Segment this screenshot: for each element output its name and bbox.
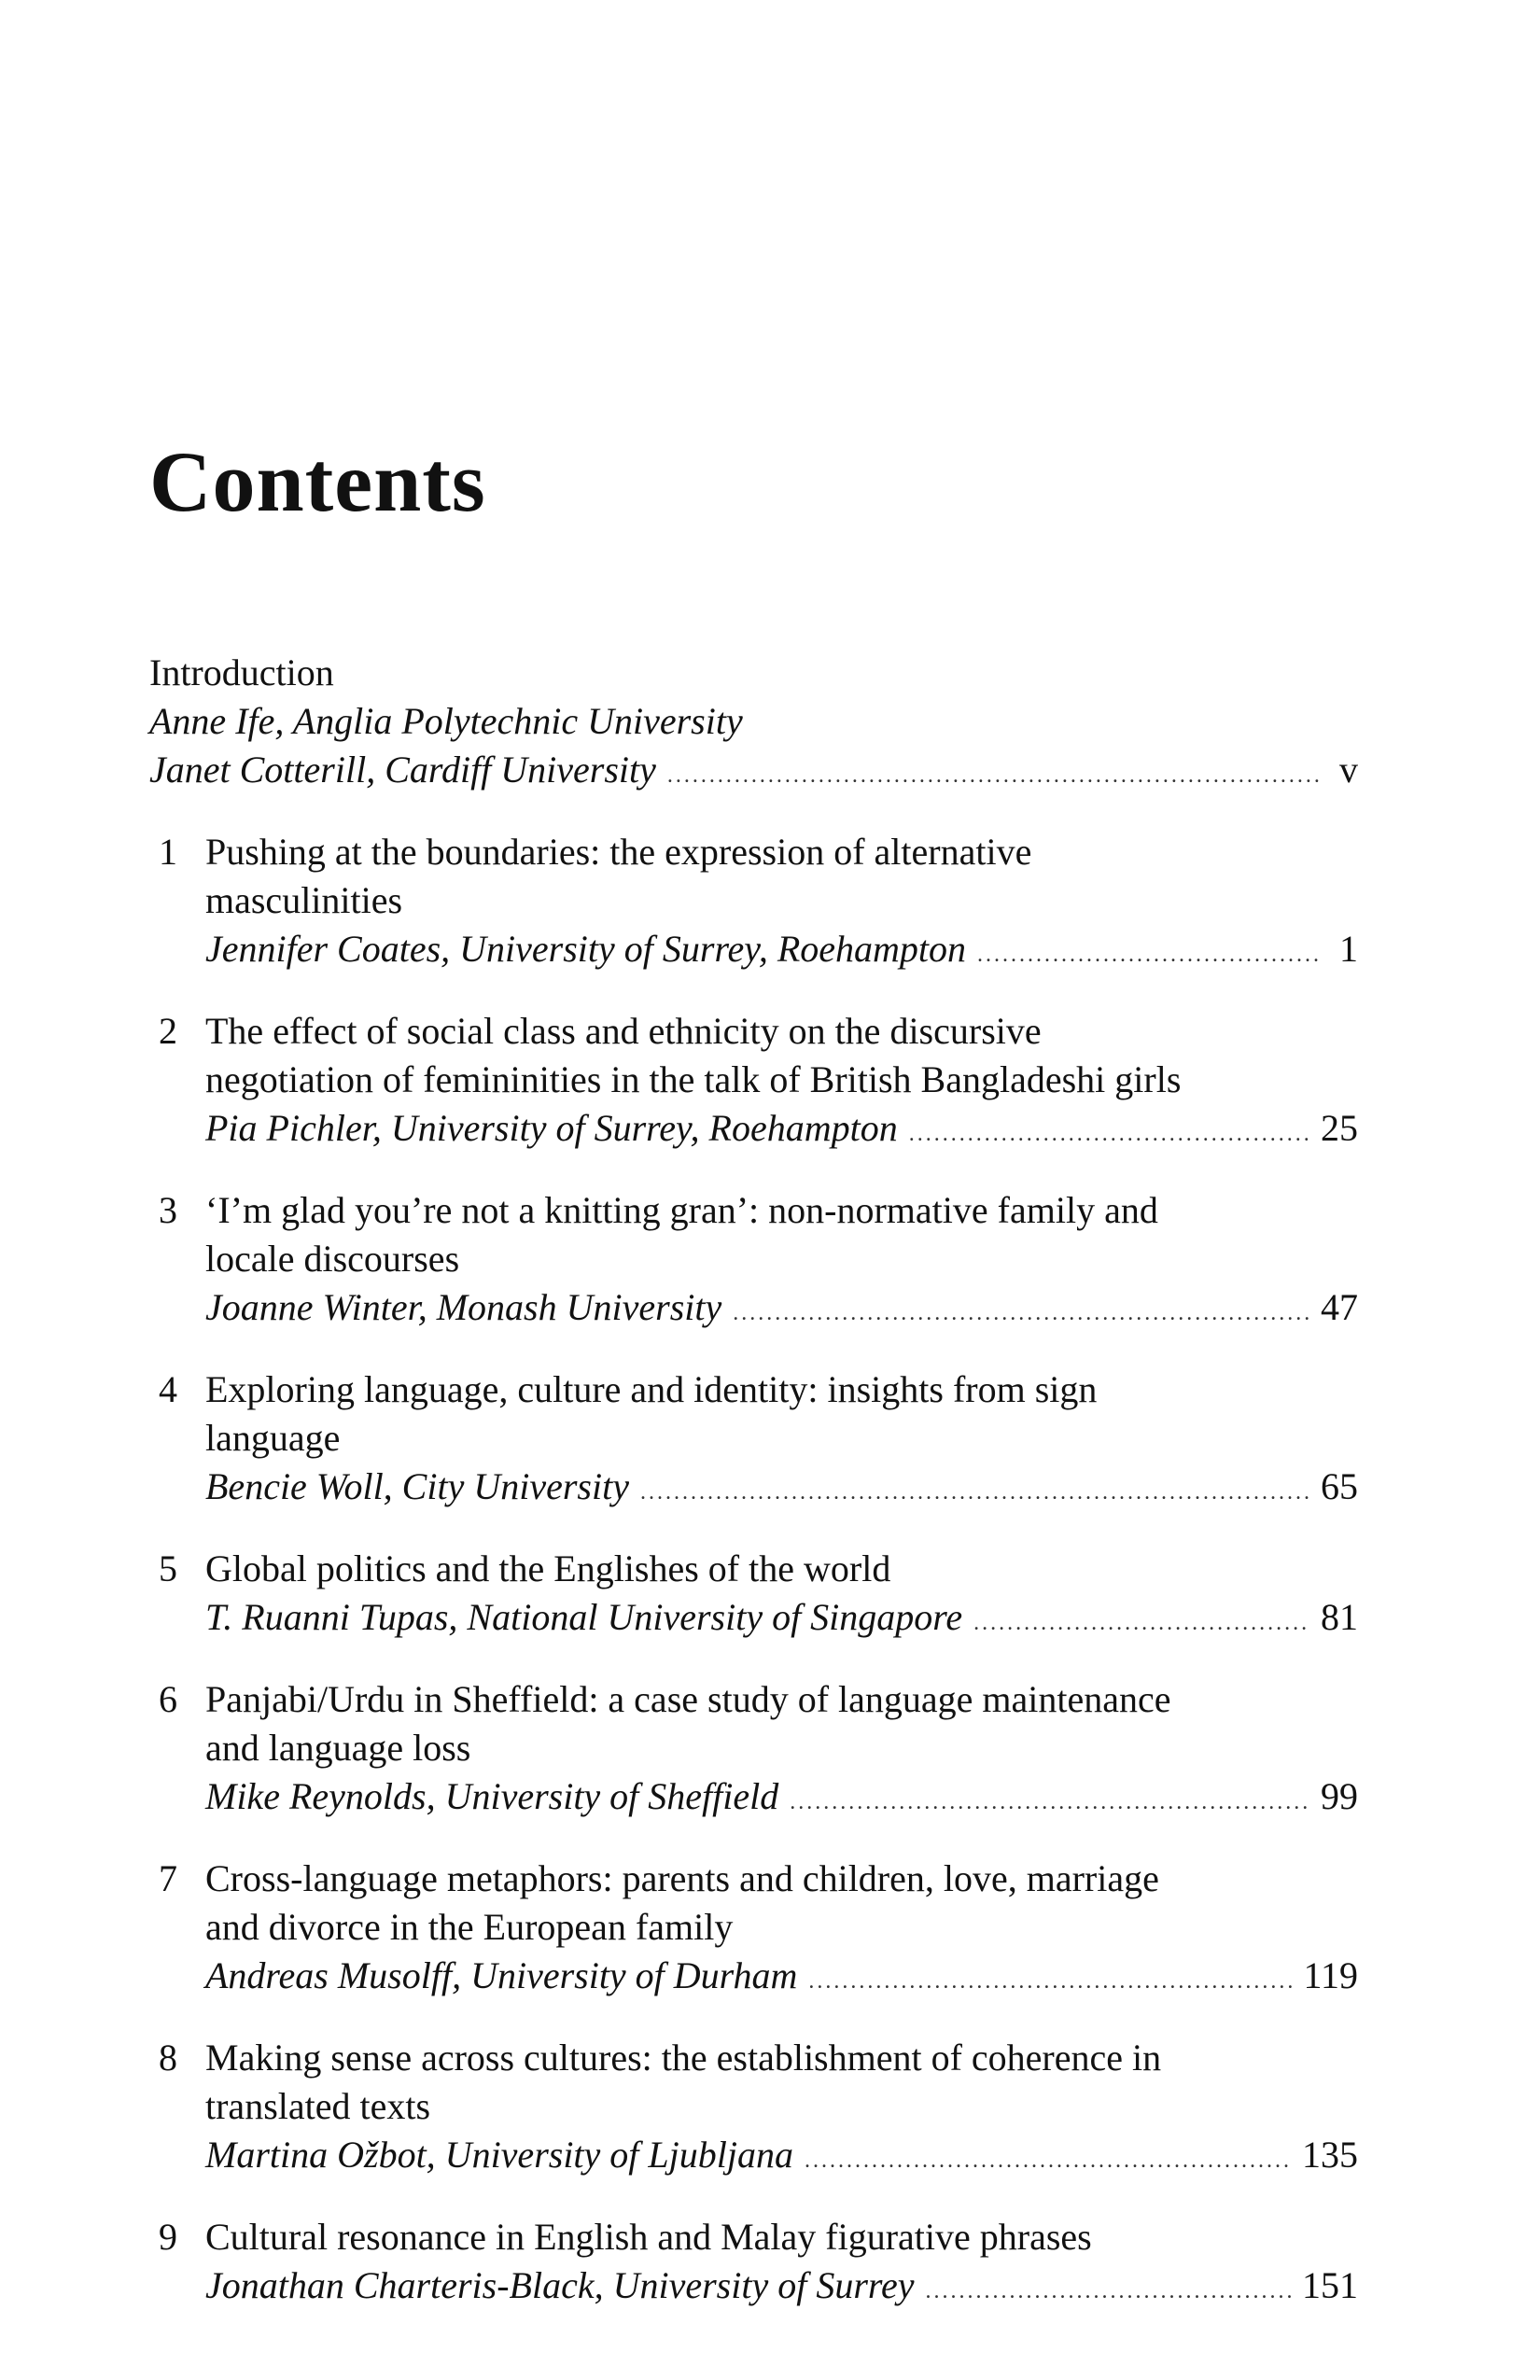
toc-entry-chapter-3[interactable] xyxy=(149,1186,1358,1337)
dot-leader xyxy=(733,1289,1309,1337)
chapter-title: The effect of social class and ethnicity on the discursive xyxy=(205,1010,1042,1052)
toc-entry-chapter-7[interactable] xyxy=(149,1855,1358,2006)
chapter-title: locale discourses xyxy=(205,1238,460,1280)
page-number: 65 xyxy=(1321,1465,1358,1507)
page-number: 1 xyxy=(1339,928,1358,970)
toc-entry-chapter-8[interactable] xyxy=(149,2034,1358,2185)
chapter-author: Jonathan Charteris-Black, University of Surrey xyxy=(205,2264,915,2306)
chapter-title: and language loss xyxy=(205,1727,471,1769)
toc-entry-chapter-5[interactable] xyxy=(149,1545,1358,1647)
page-number: 81 xyxy=(1321,1596,1358,1638)
page-number: 135 xyxy=(1302,2134,1358,2176)
introduction-title: Introduction xyxy=(149,651,334,693)
chapter-number: 4 xyxy=(159,1368,177,1410)
chapter-author: Mike Reynolds, University of Sheffield xyxy=(205,1775,779,1817)
dot-leader xyxy=(808,1957,1292,2006)
dot-leader xyxy=(926,2267,1292,2316)
introduction-author: Anne Ife, Anglia Polytechnic University xyxy=(149,700,743,742)
chapter-title: Global politics and the Englishes of the world xyxy=(205,1547,891,1589)
chapter-title: Cultural resonance in English and Malay figurative phrases xyxy=(205,2216,1092,2258)
chapter-number: 5 xyxy=(159,1547,177,1589)
chapter-title: and divorce in the European family xyxy=(205,1906,734,1948)
toc-entry-chapter-4[interactable] xyxy=(149,1365,1358,1517)
chapter-number: 8 xyxy=(159,2037,177,2079)
chapter-title: Exploring language, culture and identity: insights from sign xyxy=(205,1368,1098,1410)
page-number: 99 xyxy=(1321,1775,1358,1817)
chapter-author: Martina Ožbot, University of Ljubljana xyxy=(205,2134,793,2176)
page-number: v xyxy=(1339,749,1358,791)
page-number: 25 xyxy=(1321,1107,1358,1149)
chapter-title: masculinities xyxy=(205,879,403,921)
chapter-number: 7 xyxy=(159,1857,177,1899)
chapter-author: Jennifer Coates, University of Surrey, Roehampton xyxy=(205,928,967,970)
dot-leader xyxy=(790,1778,1309,1827)
chapter-title: Making sense across cultures: the establishment of coherence in xyxy=(205,2037,1162,2079)
toc-entry-chapter-2[interactable] xyxy=(149,1007,1358,1158)
chapter-number: 2 xyxy=(159,1010,177,1052)
dot-leader xyxy=(805,2136,1291,2185)
page-number: 151 xyxy=(1302,2264,1358,2306)
dot-leader xyxy=(640,1468,1309,1517)
page-title: Contents xyxy=(149,434,486,529)
table-of-contents xyxy=(149,649,1358,2344)
chapter-author: Bencie Woll, City University xyxy=(205,1465,629,1507)
page-number: 47 xyxy=(1321,1286,1358,1328)
chapter-title: ‘I’m glad you’re not a knitting gran’: non-normative family and xyxy=(205,1189,1158,1231)
chapter-title: language xyxy=(205,1417,341,1459)
chapter-title: negotiation of femininities in the talk of British Bangladeshi girls xyxy=(205,1058,1182,1100)
chapter-author: T. Ruanni Tupas, National University of Singapore xyxy=(205,1596,963,1638)
page-number: 119 xyxy=(1303,1954,1358,1996)
chapter-number: 3 xyxy=(159,1189,177,1231)
dot-leader xyxy=(909,1110,1309,1158)
chapter-number: 6 xyxy=(159,1678,177,1720)
toc-entry-chapter-1[interactable] xyxy=(149,828,1358,979)
dot-leader xyxy=(977,931,1319,979)
chapter-author: Joanne Winter, Monash University xyxy=(205,1286,722,1328)
chapter-title: Panjabi/Urdu in Sheffield: a case study of language maintenance xyxy=(205,1678,1171,1720)
chapter-author: Pia Pichler, University of Surrey, Roehampton xyxy=(205,1107,898,1149)
chapter-title: translated texts xyxy=(205,2085,431,2127)
toc-entry-chapter-6[interactable] xyxy=(149,1675,1358,1827)
chapter-author: Andreas Musolff, University of Durham xyxy=(205,1954,798,1996)
toc-introduction[interactable] xyxy=(149,649,1358,800)
dot-leader xyxy=(973,1599,1309,1647)
toc-entry-chapter-9[interactable] xyxy=(149,2213,1358,2316)
chapter-title: Cross-language metaphors: parents and children, love, marriage xyxy=(205,1857,1159,1899)
dot-leader xyxy=(667,751,1319,800)
chapter-number: 9 xyxy=(159,2216,177,2258)
chapter-title: Pushing at the boundaries: the expression of alternative xyxy=(205,831,1032,873)
chapter-number: 1 xyxy=(159,831,177,873)
introduction-author: Janet Cotterill, Cardiff University xyxy=(149,749,656,791)
